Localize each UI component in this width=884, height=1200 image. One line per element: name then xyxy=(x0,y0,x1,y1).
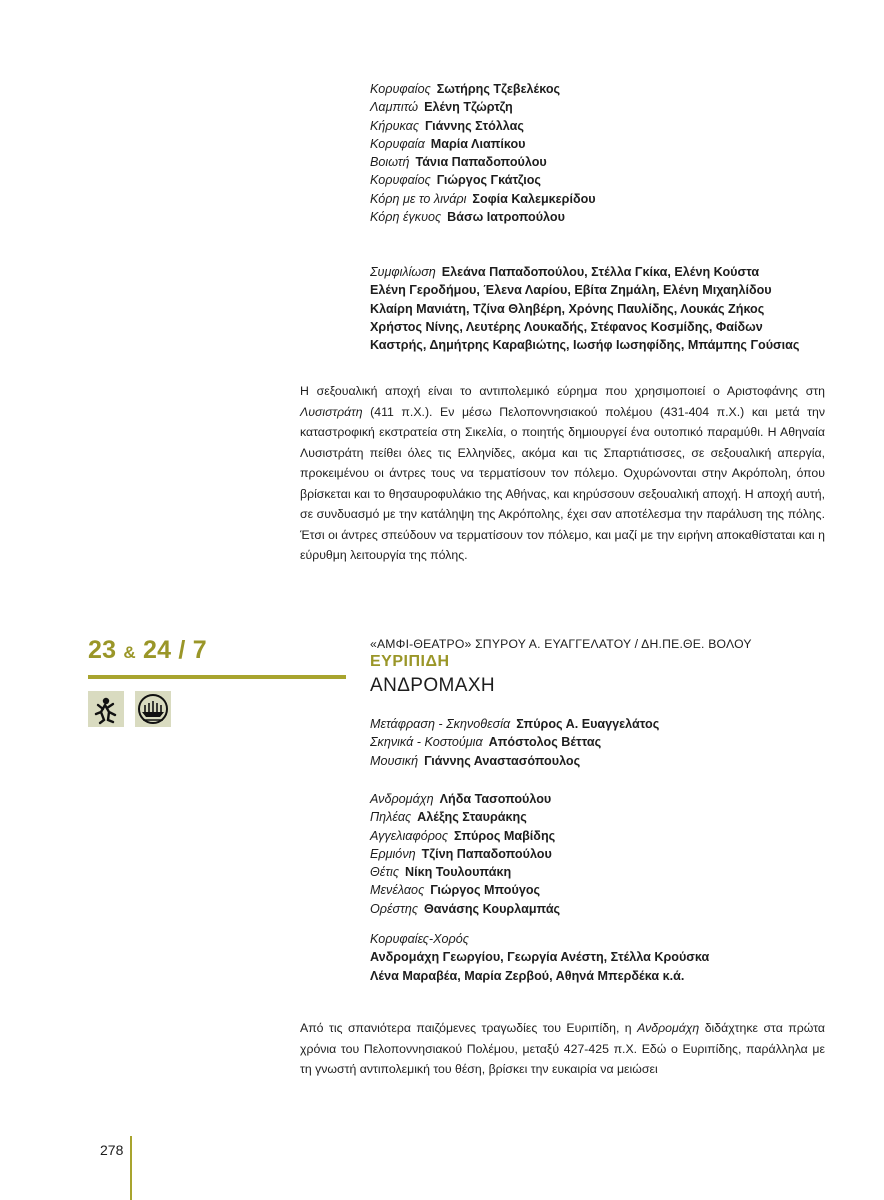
chorus-block xyxy=(370,930,825,985)
cast-row: Αγγελιαφόρος Σπύρος Μαβίδης xyxy=(370,828,556,843)
symfiliosi-line: Ελένη Γεροδήμου, Έλενα Λαρίου, Εβίτα Ζημάλη, Ελένη Μιχαηλίδου xyxy=(370,283,772,298)
date-underline xyxy=(88,675,346,679)
symfiliosi-line: Χρήστος Νίνης, Λευτέρης Λουκαδής, Στέφανος Κοσμίδης, Φαίδων xyxy=(370,319,763,334)
cast-row: Λαμπιτώ Ελένη Τζώρτζη xyxy=(370,100,513,115)
symfiliosi-line: Κλαίρη Μανιάτη, Τζίνα Θληβέρη, Χρόνης Παυλίδης, Λουκάς Ζήκος xyxy=(370,301,765,316)
symfiliosi-block xyxy=(370,263,825,354)
cast-list-bottom xyxy=(370,790,825,918)
cast-row: Ορέστης Θανάσης Κουρλαμπάς xyxy=(370,901,561,916)
cast-row: Κόρη έγκυος Βάσω Ιατροπούλου xyxy=(370,210,565,225)
chorus-line: Λένα Μαραβέα, Μαρία Ζερβού, Αθηνά Μπερδέκα κ.ά. xyxy=(370,968,685,983)
crew-list xyxy=(370,715,825,770)
runner-icon xyxy=(88,691,124,727)
synopsis-lysistrata: Η σεξουαλική αποχή είναι το αντιπολεμικό εύρημα που χρησιμοποιεί ο Αριστοφάνης στη Λυσιστράτη (411 π.Χ.). Εν μέσω Πελοποννησιακού πολέμου (431-404 π.Χ.) και μετά την καταστροφική εκστρατεία στη Σικελία, ο ποιητής δημιουργεί ένα ουτοπικό παραμύθι. Η Αθηναία Λυσιστράτη πείθει όλες τις Ελληνίδες, ακόμα και τις Σπαρτιάτισσες, σε σεξουαλική απεργία, προκειμένου οι άντρες τους να τερματίσουν τον πόλεμο. Οχυρώνονται στην Ακρόπολη, όπου βρίσκεται και το θησαυροφυλάκιο της Αθήνας, και κηρύσσουν σεξουαλική αποχή. Η αποχή αυτή, σε συνδυασμό με την κατάληψη της Ακρόπολης, έχει σαν αποτέλεσμα την παράλυση της πόλης. Έτσι οι άντρες σπεύδουν να τερματίσουν τον πόλεμο, και μαζί με την ειρήνη αποκαθίσταται και η εύρυθμη λειτουργία της πόλης. xyxy=(300,384,825,562)
crew-row: Μουσική Γιάννης Αναστασόπουλος xyxy=(370,753,581,768)
cast-row: Κόρη με το λινάρι Σοφία Καλεμκερίδου xyxy=(370,191,596,206)
crew-row: Σκηνικά - Κοστούμια Απόστολος Βέττας xyxy=(370,735,602,750)
cast-row: Κορυφαία Μαρία Λιαπίκου xyxy=(370,136,526,151)
cast-row: Κήρυκας Γιάννης Στόλλας xyxy=(370,118,524,133)
chorus-line: Ανδρομάχη Γεωργίου, Γεωργία Ανέστη, Στέλλα Κρούσκα xyxy=(370,950,710,965)
venue-line: «ΑΜΦΙ-ΘΕΑΤΡΟ» ΣΠΥΡΟΥ Α. ΕΥΑΓΓΕΛΑΤΟΥ / ΔΗ.ΠΕ.ΘΕ. ΒΟΛΟΥ xyxy=(370,637,752,651)
cast-row: Κορυφαίος Γιώργος Γκάτζιος xyxy=(370,173,541,188)
synopsis-andromache: Από τις σπανιότερα παιζόμενες τραγωδίες του Ευριπίδη, η Ανδρομάχη διδάχτηκε στα πρώτα χρόνια του Πελοποννησιακού Πολέμου, μεταξύ 427-425 π.Χ. Εδώ ο Ευριπίδης, παράλληλα με τη γνωστή αντιπολεμική του θέση, βρίσκει την ευκαιρία να μειώσει xyxy=(300,1021,825,1076)
page-number: 278 xyxy=(100,1142,124,1158)
cast-row: Ανδρομάχη Λήδα Τασοπούλου xyxy=(370,792,552,806)
crew-row: Μετάφραση - Σκηνοθεσία Σπύρος Α. Ευαγγελάτος xyxy=(370,717,660,731)
cast-row: Ερμιόνη Τζίνη Παπαδοπούλου xyxy=(370,846,552,861)
cast-row: Μενέλαος Γιώργος Μπούγος xyxy=(370,883,541,898)
chorus-label: Κορυφαίες-Χορός xyxy=(370,932,469,946)
page-number-bar xyxy=(130,1136,132,1200)
cast-row: Κορυφαίος Σωτήρης Τζεβελέκος xyxy=(370,82,561,96)
symfiliosi-line: Καστρής, Δημήτρης Καραβιώτης, Ιωσήφ Ιωσηφίδης, Μπάμπης Γούσιας xyxy=(370,338,800,353)
cast-row: Βοιωτή Τάνια Παπαδοπούλου xyxy=(370,155,547,170)
cast-row: Πηλέας Αλέξης Σταυράκης xyxy=(370,810,527,825)
cast-row: Θέτις Νίκη Τουλουπάκη xyxy=(370,865,512,880)
symfiliosi-line: Συμφιλίωση Ελεάνα Παπαδοπούλου, Στέλλα Γκίκα, Ελένη Κούστα xyxy=(370,265,760,279)
symfiliosi-label: Συμφιλίωση xyxy=(370,265,436,279)
performance-date: 23 & 24 / 7 xyxy=(88,636,207,664)
ship-icon xyxy=(135,691,171,727)
cast-list-top xyxy=(370,80,825,226)
play-title: ΑΝΔΡΟΜΑΧΗ xyxy=(370,675,496,696)
author-title: ΕΥΡΙΠΙΔΗ xyxy=(370,653,450,670)
